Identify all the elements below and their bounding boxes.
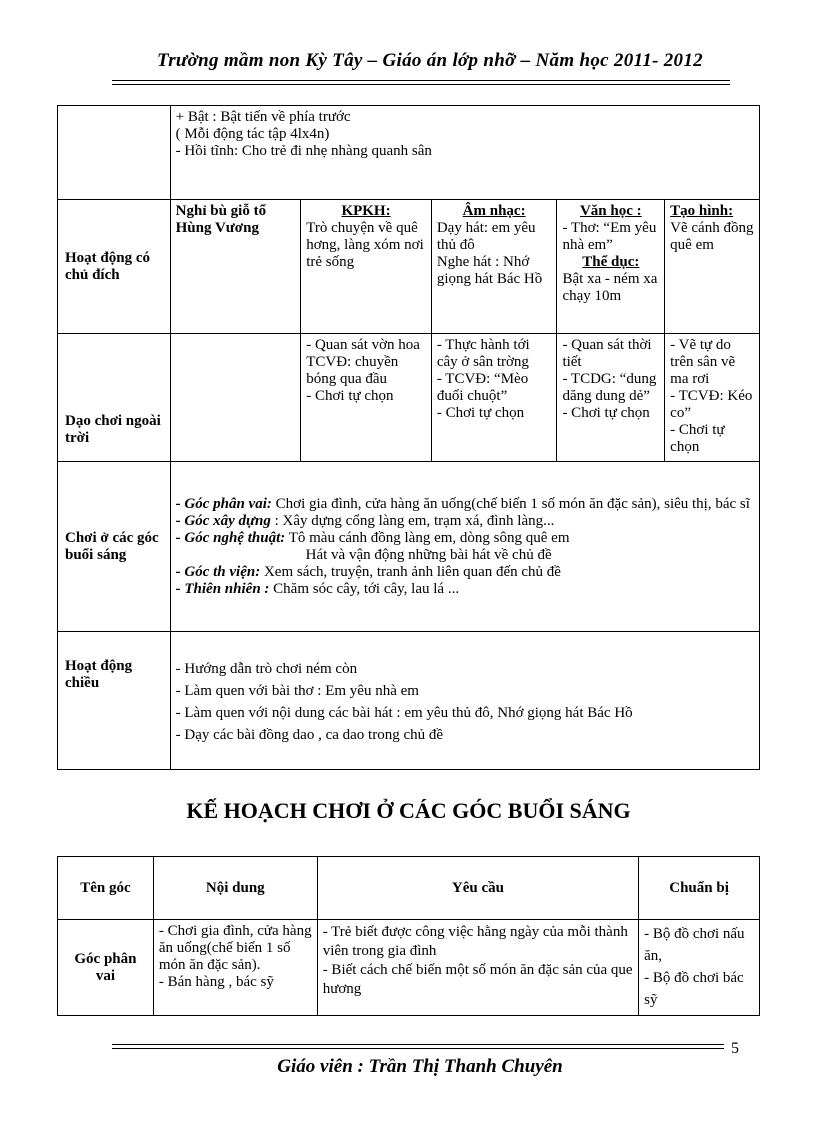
afternoon-label: Hoạt động chiều (58, 632, 171, 770)
pe-title: Thể dục: (582, 254, 640, 270)
outdoor-line: - Quan sát vờn hoa (306, 337, 420, 353)
outdoor-line: - Chơi tự chọn (562, 405, 650, 421)
header-preparation: Chuẩn bị (639, 857, 760, 920)
content-line: - Chơi gia đình, cửa hàng ăn uống(chế biến 1 số món ăn đặc sản). (158, 923, 312, 973)
corners-label: Chơi ở các góc buổi sáng (58, 462, 171, 632)
footer-rule-2 (112, 1048, 724, 1049)
outdoor-line: - Thực hành tới cây ở sân trờng (436, 337, 530, 370)
corner-item: - Góc th viện: Xem sách, truyện, tranh ảnh liên quan đến chủ đề (175, 563, 561, 580)
literature-line: - Thơ: “Em yêu nhà em” (562, 220, 657, 253)
content-line: - Bán hàng , bác sỹ (158, 974, 274, 990)
page-footer: Giáo viên : Trần Thị Thanh Chuyên (277, 1056, 563, 1077)
outdoor-line: - Quan sát thời tiết (562, 337, 652, 370)
outdoor-line: - Vẽ tự do trên sân vẽ ma rơi (670, 337, 736, 387)
exercise-row (58, 106, 760, 200)
footer-rule (112, 1044, 724, 1045)
outdoor-col5 (665, 334, 760, 462)
outdoor-row (58, 334, 760, 462)
plan-table (57, 856, 760, 1016)
corners-cell (170, 462, 759, 632)
preparation-line: - Bộ đồ chơi nấu ăn, (644, 926, 745, 964)
page-header: Trường mầm non Kỳ Tây – Giáo án lớp nhỡ – Năm học 2011- 2012 (157, 50, 703, 71)
header-corner-name: Tên góc (58, 857, 154, 920)
activity-row (58, 200, 760, 334)
afternoon-item: - Dạy các bài đồng dao , ca dao trong chủ đề (175, 727, 444, 743)
afternoon-row (58, 632, 760, 770)
activity-col1: Nghỉ bù giỗ tổ Hùng Vương (170, 200, 301, 334)
header-rule (112, 80, 730, 81)
exercise-line: - Hồi tĩnh: Cho trẻ đi nhẹ nhàng quanh sân (175, 143, 432, 159)
plan-content (153, 920, 317, 1016)
plan-preparation (639, 920, 760, 1016)
outdoor-line: - TCVĐ: Kéo co” (670, 388, 753, 421)
empty-label-cell (58, 106, 171, 200)
exercise-line: + Bật : Bật tiến về phía trước (175, 109, 351, 125)
activity-col2 (301, 200, 432, 334)
outdoor-line: - Chơi tự chọn (670, 422, 725, 455)
art-text: Vẽ cánh đồng quê em (670, 220, 754, 253)
requirement-line: - Biết cách chế biến một số món ăn đặc sản của que hương (322, 962, 633, 997)
kpkh-title: KPKH: (341, 203, 391, 219)
header-content: Nội dung (153, 857, 317, 920)
kpkh-text: Trò chuyện về quê hơng, làng xóm nơi trẻ sống (306, 220, 424, 270)
corner-item: Hát và vận động những bài hát về chủ đề (305, 546, 552, 563)
preparation-line: - Bộ đồ chơi bác sỹ (644, 970, 744, 1008)
afternoon-item: - Hướng dẫn trò chơi ném còn (175, 661, 358, 677)
outdoor-line: - Chơi tự chọn (306, 388, 394, 404)
activity-label: Hoạt động có chủ đích (58, 200, 171, 334)
activity-col3 (431, 200, 557, 334)
outdoor-line: - Chơi tự chọn (436, 405, 525, 421)
afternoon-item: - Làm quen với nội dung các bài hát : em yêu thủ đô, Nhớ giọng hát Bác Hồ (175, 705, 633, 721)
corner-item: - Góc nghệ thuật: Tô màu cánh đồng làng em, dòng sông quê em (175, 529, 570, 546)
activity-col4 (557, 200, 665, 334)
exercise-cell (170, 106, 759, 200)
music-line: Nghe hát : Nhớ giọng hát Bác Hồ (436, 254, 543, 287)
outdoor-col4 (557, 334, 665, 462)
music-title: Âm nhạc: (462, 203, 526, 219)
requirement-line: - Trẻ biết được công việc hằng ngày của mỗi thành viên trong gia đình (322, 924, 628, 959)
page-number: 5 (731, 1040, 739, 1057)
corner-item: - Thiên nhiên : Chăm sóc cây, tới cây, lau lá ... (175, 580, 460, 597)
outdoor-line: - TCVĐ: “Mèo đuổi chuột” (436, 371, 529, 404)
header-rule-2 (112, 84, 730, 85)
afternoon-cell (170, 632, 759, 770)
corner-item: - Góc xây dựng : Xây dựng cổng làng em, trạm xá, đình làng... (175, 512, 555, 529)
literature-title: Văn học : (579, 203, 642, 219)
art-title: Tạo hình: (670, 203, 734, 219)
outdoor-col1 (170, 334, 301, 462)
corners-row (58, 462, 760, 632)
header-requirements: Yêu cầu (317, 857, 638, 920)
plan-header-row (58, 857, 760, 920)
outdoor-col2 (301, 334, 432, 462)
exercise-line: ( Mỗi động tác tập 4lx4n) (175, 126, 330, 142)
outdoor-line: TCVĐ: chuyền bóng qua đầu (306, 354, 399, 387)
corner-item: - Góc phân vai: Chơi gia đình, cửa hàng ăn uống(chế biến 1 số món ăn đặc sản), siêu thị, bác sĩ (175, 495, 750, 512)
plan-requirements (317, 920, 638, 1016)
outdoor-label: Dạo chơi ngoài trời (58, 334, 171, 462)
afternoon-item: - Làm quen với bài thơ : Em yêu nhà em (175, 683, 419, 699)
plan-row (58, 920, 760, 1016)
outdoor-col3 (431, 334, 557, 462)
schedule-table (57, 105, 760, 770)
pe-line: Bật xa - ném xa chạy 10m (562, 271, 658, 304)
plan-corner-name: Góc phân vai (58, 920, 154, 1016)
outdoor-line: - TCDG: “dung dăng dung dẻ” (562, 371, 657, 404)
plan-title: KẾ HOẠCH CHƠI Ở CÁC GÓC BUỔI SÁNG (186, 798, 631, 823)
music-line: Dạy hát: em yêu thủ đô (436, 220, 536, 253)
activity-col5 (665, 200, 760, 334)
